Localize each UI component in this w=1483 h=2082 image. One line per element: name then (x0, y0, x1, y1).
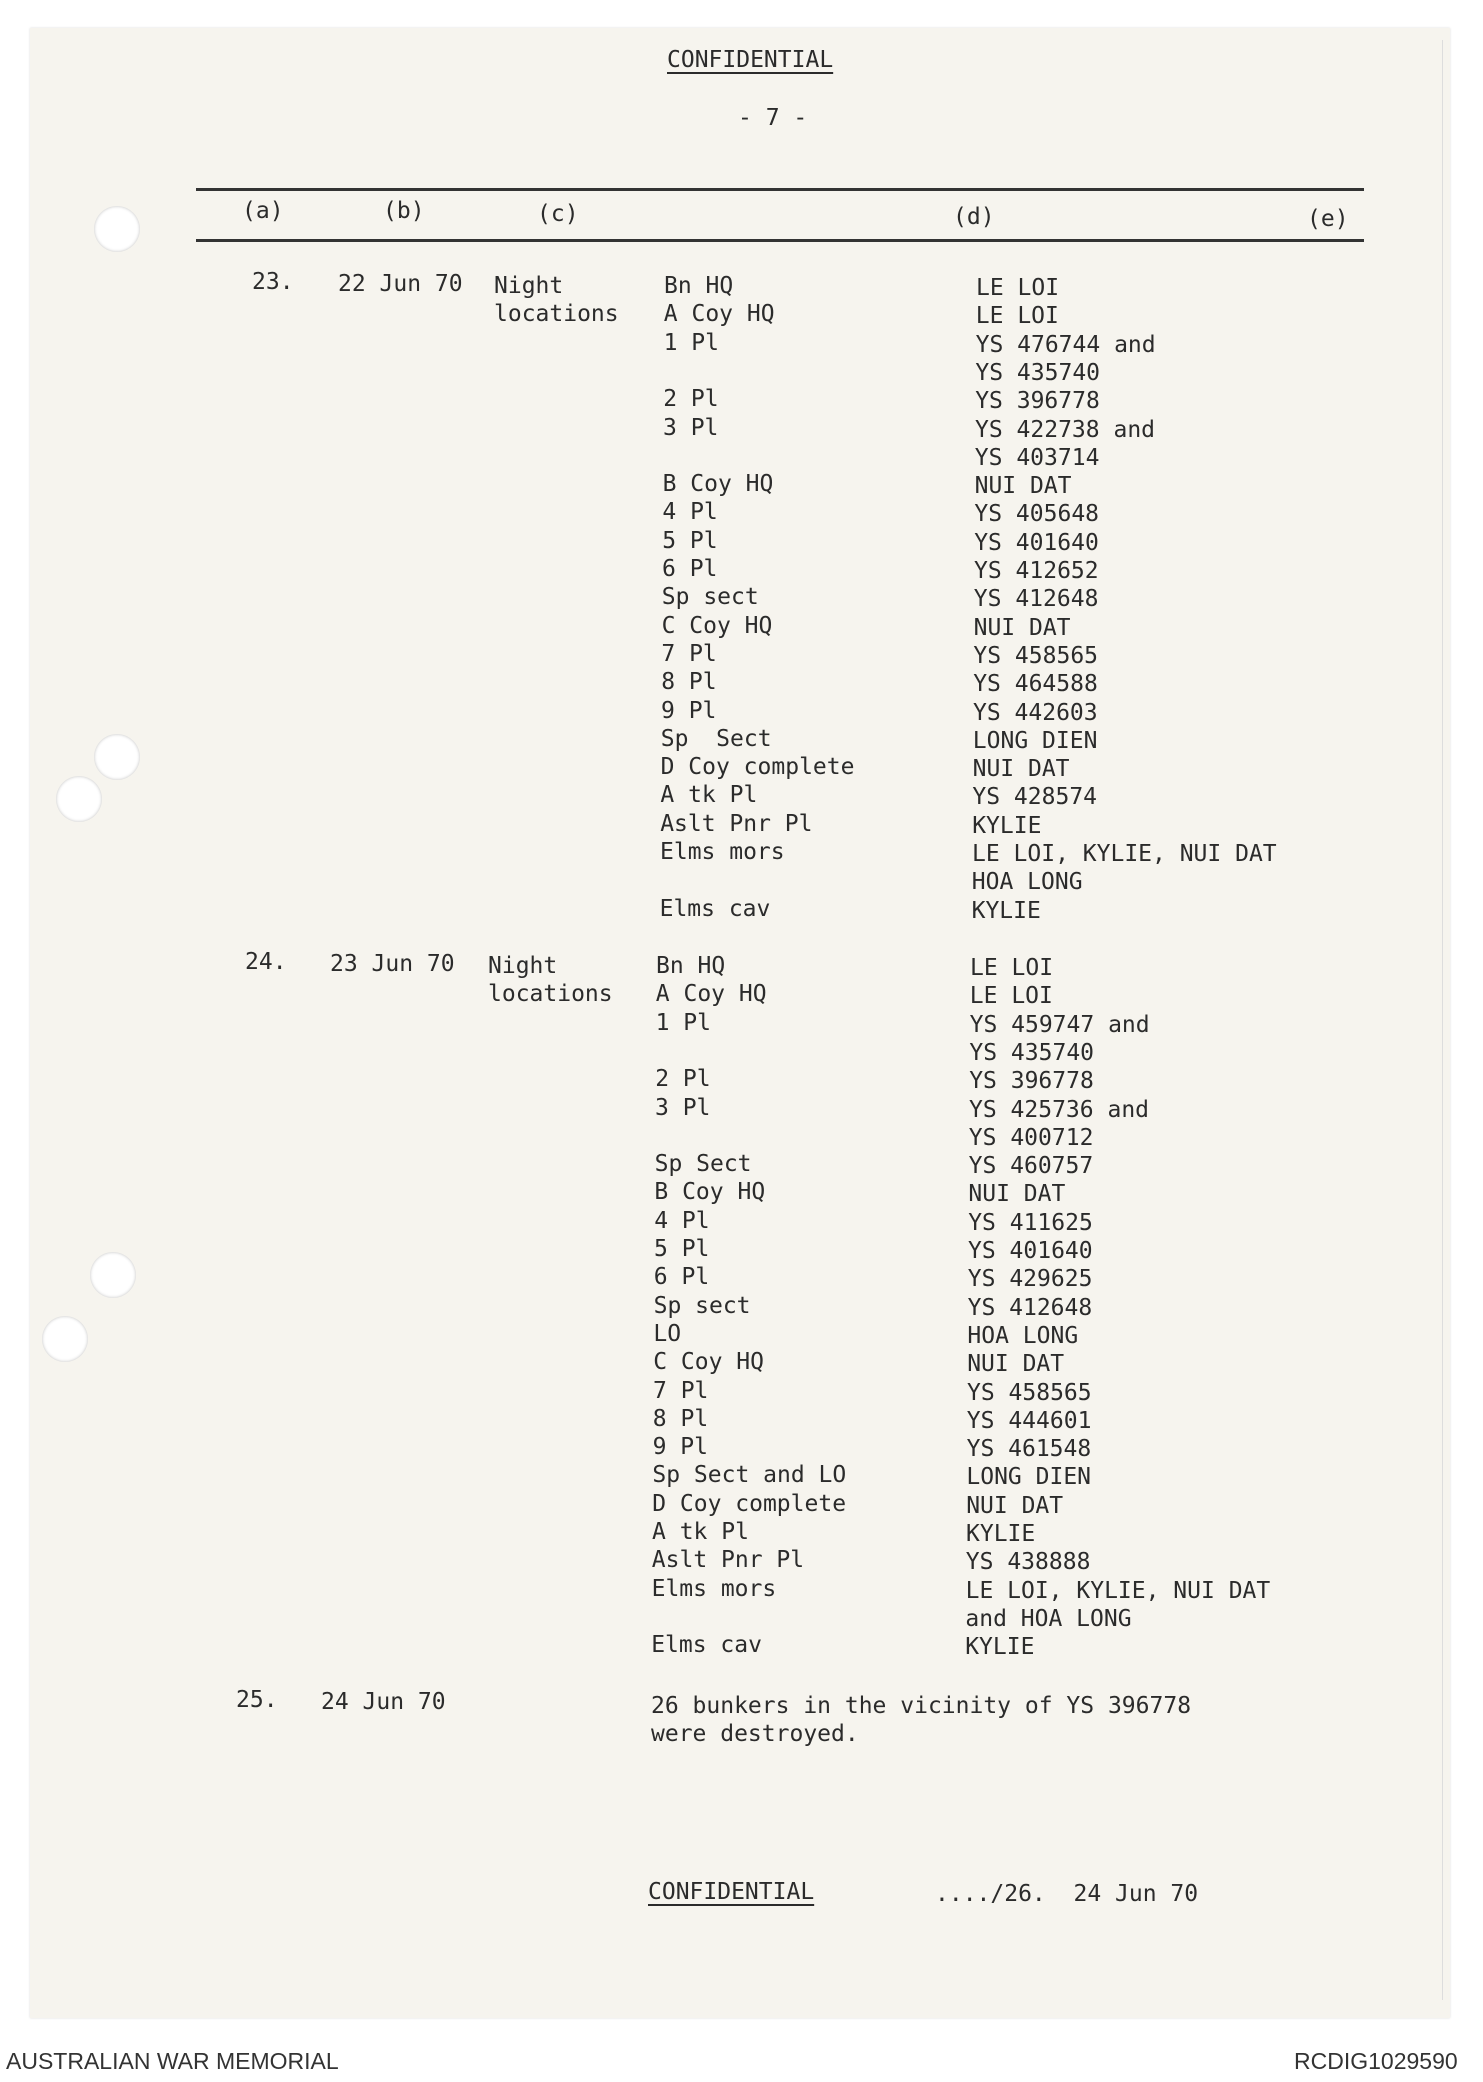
unit-label: 3 Pl (663, 414, 719, 441)
entry-subject: Night locations (494, 273, 619, 327)
unit-label: A tk Pl (660, 782, 758, 809)
location-value: YS 401640 (968, 1238, 1093, 1264)
location-value: YS 411625 (968, 1209, 1093, 1236)
unit-label: C Coy HQ (653, 1349, 764, 1376)
archive-label: AUSTRALIAN WAR MEMORIAL (6, 2048, 339, 2074)
location-value: YS 464588 (973, 671, 1098, 698)
location-value: LE LOI (969, 983, 1053, 1010)
location-value: YS 444601 (966, 1407, 1092, 1434)
unit-label: Elms cav (651, 1632, 762, 1659)
location-value: NUI DAT (966, 1492, 1064, 1519)
location-value: HOA LONG (967, 1322, 1079, 1349)
classification-footer: CONFIDENTIAL (648, 1879, 815, 1905)
unit-label: 7 Pl (653, 1377, 709, 1404)
location-value: YS 400712 (968, 1124, 1094, 1151)
location-value: YS 435740 (975, 359, 1101, 386)
location-value: YS 460757 (968, 1153, 1094, 1180)
column-header-c: (c) (537, 201, 579, 227)
location-value: and HOA LONG (965, 1605, 1132, 1632)
location-value: HOA LONG (971, 869, 1083, 896)
unit-label: A tk Pl (652, 1519, 749, 1545)
unit-label: 9 Pl (661, 697, 717, 724)
unit-label: Elms mors (660, 839, 785, 865)
location-value: YS 476744 and (975, 331, 1156, 358)
entry-serial: 23. (252, 269, 294, 295)
unit-label: Bn HQ (656, 953, 726, 979)
unit-label: Elms mors (651, 1575, 777, 1602)
unit-label: 5 Pl (654, 1236, 710, 1262)
classification-header: CONFIDENTIAL (667, 47, 834, 73)
location-value: KYLIE (971, 897, 1041, 924)
location-value: YS 396778 (975, 388, 1100, 415)
unit-label: Sp Sect (660, 725, 772, 752)
location-value: LONG DIEN (966, 1464, 1092, 1491)
location-value: NUI DAT (972, 756, 1070, 783)
punch-hole (94, 206, 140, 252)
location-value: LE LOI (975, 303, 1059, 330)
location-value: YS 425736 and (969, 1096, 1150, 1123)
location-value: YS 442603 (973, 699, 1098, 726)
unit-label: 8 Pl (652, 1405, 709, 1432)
unit-label: A Coy HQ (655, 981, 767, 1008)
location-value: KYLIE (972, 812, 1042, 839)
location-value: YS 458565 (967, 1379, 1092, 1406)
location-value: YS 412648 (973, 586, 1099, 613)
punch-hole (94, 734, 140, 780)
column-header-a: (a) (242, 198, 284, 224)
unit-label: 2 Pl (663, 386, 719, 413)
location-value: NUI DAT (974, 473, 1072, 500)
archive-id: RCDIG1029590 (1294, 2048, 1458, 2074)
location-value: YS 401640 (974, 529, 1099, 556)
entry-date: 22 Jun 70 (338, 271, 463, 297)
unit-label: 4 Pl (654, 1207, 710, 1234)
punch-hole (90, 1252, 136, 1298)
page-number: - 7 - (738, 105, 808, 131)
location-value: YS 435740 (969, 1039, 1095, 1066)
unit-label: Elms cav (659, 895, 771, 922)
entry-serial: 24. (245, 949, 287, 975)
unit-label: 6 Pl (653, 1264, 710, 1291)
location-value: YS 428574 (972, 784, 1098, 811)
location-value: YS 412648 (967, 1294, 1093, 1321)
unit-label: 6 Pl (662, 556, 718, 582)
unit-label: 4 Pl (662, 499, 718, 526)
punch-hole (56, 776, 102, 822)
unit-label: 2 Pl (655, 1066, 711, 1093)
location-value: YS 422738 and (975, 416, 1156, 443)
unit-label: 1 Pl (663, 329, 719, 356)
location-value: LE LOI (970, 955, 1054, 981)
location-value: YS 438888 (965, 1549, 1091, 1576)
location-value: LONG DIEN (972, 727, 1098, 754)
unit-label: Bn HQ (664, 273, 734, 299)
unit-label: Sp sect (653, 1292, 751, 1319)
column-header-d: (d) (953, 204, 995, 230)
unit-label: B Coy HQ (654, 1179, 766, 1206)
location-value: YS 403714 (974, 444, 1100, 471)
location-value: YS 405648 (974, 501, 1100, 528)
unit-label: Sp sect (661, 584, 759, 611)
unit-label: D Coy complete (660, 754, 855, 781)
location-value: YS 412652 (974, 558, 1099, 584)
entry-date: 24 Jun 70 (321, 1689, 446, 1715)
punch-hole (42, 1316, 88, 1362)
entry-serial: 25. (236, 1687, 278, 1713)
entry-date: 23 Jun 70 (330, 951, 455, 977)
location-value: YS 461548 (966, 1436, 1092, 1463)
unit-label: Aslt Pnr Pl (660, 810, 813, 837)
continuation-note: ..../26. 24 Jun 70 (935, 1881, 1199, 1907)
unit-label: C Coy HQ (661, 612, 773, 639)
column-rule-bottom (196, 239, 1364, 242)
location-value: YS 458565 (973, 642, 1099, 669)
column-header-b: (b) (383, 198, 425, 224)
location-value: NUI DAT (973, 614, 1071, 641)
unit-label: Aslt Pnr Pl (651, 1547, 805, 1574)
unit-label: A Coy HQ (663, 301, 775, 328)
location-value: YS 396778 (969, 1068, 1094, 1095)
unit-label: LO (653, 1320, 682, 1347)
location-value: LE LOI (976, 275, 1060, 301)
unit-label: Sp Sect and LO (652, 1462, 847, 1489)
location-value: YS 429625 (967, 1266, 1093, 1293)
location-value: KYLIE (965, 1634, 1035, 1661)
location-value: KYLIE (966, 1521, 1036, 1547)
unit-label: 7 Pl (661, 640, 717, 667)
unit-label: D Coy complete (652, 1490, 847, 1517)
entry-subject: Night locations (488, 953, 613, 1007)
column-rule-top (196, 188, 1364, 191)
unit-label: 5 Pl (662, 527, 718, 554)
unit-label: 3 Pl (655, 1094, 711, 1121)
entry-text: 26 bunkers in the vicinity of YS 396778 were destroyed. (651, 1693, 1192, 1747)
page-edge (1442, 40, 1443, 2000)
unit-label: 9 Pl (652, 1434, 708, 1461)
unit-label: 8 Pl (661, 669, 717, 696)
unit-label: Sp Sect (654, 1151, 752, 1178)
location-value: YS 459747 and (969, 1011, 1150, 1038)
unit-label: 1 Pl (655, 1009, 711, 1036)
location-value: NUI DAT (967, 1351, 1065, 1378)
location-value: NUI DAT (968, 1181, 1066, 1208)
unit-label: B Coy HQ (662, 471, 774, 498)
location-value: LE LOI, KYLIE, NUI DAT (965, 1577, 1271, 1604)
column-header-e: (e) (1307, 206, 1349, 232)
location-value: LE LOI, KYLIE, NUI DAT (972, 841, 1277, 867)
